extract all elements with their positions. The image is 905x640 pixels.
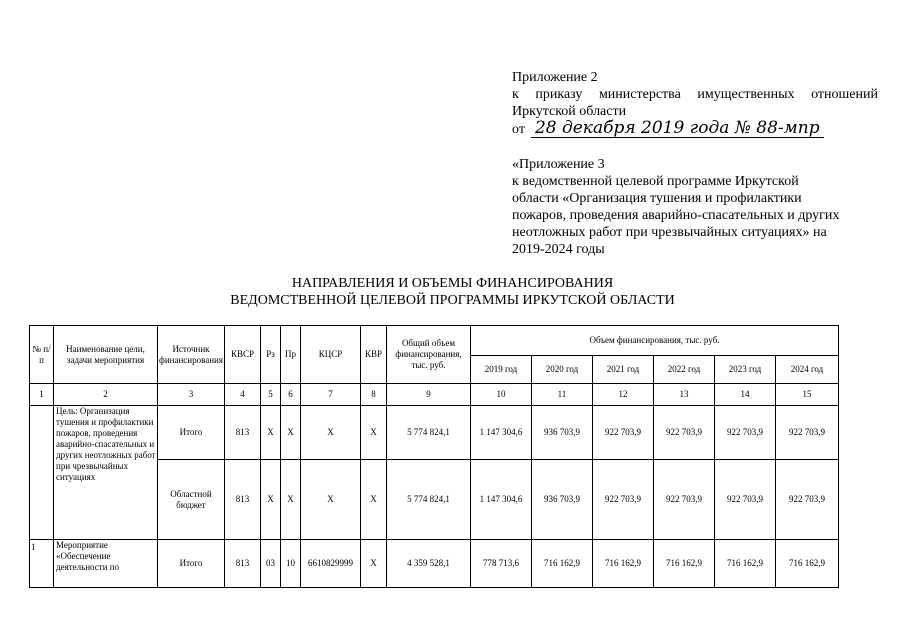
col-kvsr-header: КВСР: [224, 326, 260, 384]
kvsr-cell: 813: [224, 460, 260, 540]
year-2024-cell: 922 703,9: [775, 406, 838, 460]
goal-name-cell: Цель: Организация тушения и профилактики пожаров, проведения аварийно-спасательных и других неотложных работ при чрезвычайных ситуациях: [54, 406, 158, 540]
year-2023-cell: 922 703,9: [714, 406, 775, 460]
year-header: 2021 год: [592, 356, 653, 384]
column-number: 14: [714, 384, 775, 406]
kvr-cell: Х: [360, 540, 386, 588]
appendix-3-line-2: к ведомственной целевой программе Иркутской: [512, 174, 799, 189]
col-num-header: № п/п: [30, 326, 54, 384]
pr-cell: Х: [280, 406, 300, 460]
col-pr-header: Пр: [280, 326, 300, 384]
goal-row-total: [30, 406, 839, 460]
header-row-1: [30, 326, 839, 356]
year-2021-cell: 716 162,9: [592, 540, 653, 588]
appendix-2-region-line: Иркутской области: [512, 104, 627, 119]
column-number: 12: [592, 384, 653, 406]
year-2022-cell: 922 703,9: [653, 406, 714, 460]
appendix-3-header: [512, 156, 878, 258]
total-cell: 5 774 824,1: [386, 406, 470, 460]
column-number: 2: [54, 384, 158, 406]
kcsr-cell: Х: [300, 460, 360, 540]
appendix-3-title: «Приложение 3: [512, 157, 605, 172]
year-header: 2024 год: [775, 356, 838, 384]
appendix-3-line-4: пожаров, проведения аварийно-спасательных и других: [512, 208, 840, 223]
total-cell: 5 774 824,1: [386, 460, 470, 540]
kvsr-cell: 813: [224, 406, 260, 460]
kvr-cell: Х: [360, 460, 386, 540]
year-2019-cell: 1 147 304,6: [470, 406, 531, 460]
column-numbers-row: [30, 384, 839, 406]
column-number: 13: [653, 384, 714, 406]
kcsr-cell: Х: [300, 406, 360, 460]
column-number: 9: [386, 384, 470, 406]
measure-num-cell: 1: [30, 540, 54, 588]
column-number: 10: [470, 384, 531, 406]
year-2020-cell: 716 162,9: [531, 540, 592, 588]
source-cell: Областной бюджет: [158, 460, 225, 540]
total-cell: 4 359 528,1: [386, 540, 470, 588]
year-2023-cell: 716 162,9: [714, 540, 775, 588]
col-rz-header: Рз: [260, 326, 280, 384]
source-cell: Итого: [158, 540, 225, 588]
year-2019-cell: 1 147 304,6: [470, 460, 531, 540]
year-header: 2022 год: [653, 356, 714, 384]
column-number: 3: [158, 384, 225, 406]
column-number: 11: [531, 384, 592, 406]
year-2022-cell: 716 162,9: [653, 540, 714, 588]
goal-num-cell: [30, 406, 54, 540]
year-2021-cell: 922 703,9: [592, 460, 653, 540]
year-header: 2019 год: [470, 356, 531, 384]
source-cell: Итого: [158, 406, 225, 460]
column-number: 7: [300, 384, 360, 406]
column-number: 8: [360, 384, 386, 406]
column-number: 1: [30, 384, 54, 406]
year-header: 2020 год: [531, 356, 592, 384]
appendix-2-order-line: к приказу министерства имущественных отношений: [512, 87, 878, 102]
measure-1-row: [30, 540, 839, 588]
kvr-cell: Х: [360, 406, 386, 460]
handwritten-date-signature: 28 декабря 2019 года № 88-мпр: [531, 120, 824, 138]
kvsr-cell: 813: [224, 540, 260, 588]
year-2021-cell: 922 703,9: [592, 406, 653, 460]
document-title-line-2: ВЕДОМСТВЕННОЙ ЦЕЛЕВОЙ ПРОГРАММЫ ИРКУТСКОЙ ОБЛАСТИ: [230, 293, 675, 308]
year-2020-cell: 936 703,9: [531, 406, 592, 460]
appendix-3-line-5: неотложных работ при чрезвычайных ситуациях» на: [512, 225, 827, 240]
rz-cell: Х: [260, 406, 280, 460]
year-2020-cell: 936 703,9: [531, 460, 592, 540]
column-number: 4: [224, 384, 260, 406]
col-kvr-header: КВР: [360, 326, 386, 384]
year-header: 2023 год: [714, 356, 775, 384]
col-volume-header: Объем финансирования, тыс. руб.: [470, 326, 838, 356]
from-label: от: [512, 122, 525, 137]
column-number: 5: [260, 384, 280, 406]
col-total-header: Общий объем финансирования, тыс. руб.: [386, 326, 470, 384]
pr-cell: Х: [280, 460, 300, 540]
year-2022-cell: 922 703,9: [653, 460, 714, 540]
pr-cell: 10: [280, 540, 300, 588]
appendix-2-date-line: [512, 120, 878, 138]
year-2024-cell: 922 703,9: [775, 460, 838, 540]
measure-name-cell: Мероприятие «Обеспечение деятельности по: [54, 540, 158, 588]
rz-cell: Х: [260, 460, 280, 540]
column-number: 6: [280, 384, 300, 406]
appendix-3-line-6: 2019-2024 годы: [512, 242, 605, 257]
column-number: 15: [775, 384, 838, 406]
rz-cell: 03: [260, 540, 280, 588]
year-2019-cell: 778 713,6: [470, 540, 531, 588]
year-2023-cell: 922 703,9: [714, 460, 775, 540]
col-source-header: Источник финансирования: [158, 326, 225, 384]
col-kcsr-header: КЦСР: [300, 326, 360, 384]
kcsr-cell: 6610829999: [300, 540, 360, 588]
document-title-line-1: НАПРАВЛЕНИЯ И ОБЪЕМЫ ФИНАНСИРОВАНИЯ: [291, 276, 614, 291]
appendix-2-title: Приложение 2: [512, 70, 598, 85]
financing-table: [29, 325, 839, 588]
appendix-2-header: [512, 69, 878, 138]
year-2024-cell: 716 162,9: [775, 540, 838, 588]
appendix-3-line-3: области «Организация тушения и профилактики: [512, 191, 802, 206]
col-name-header: Наименование цели, задачи мероприятия: [54, 326, 158, 384]
